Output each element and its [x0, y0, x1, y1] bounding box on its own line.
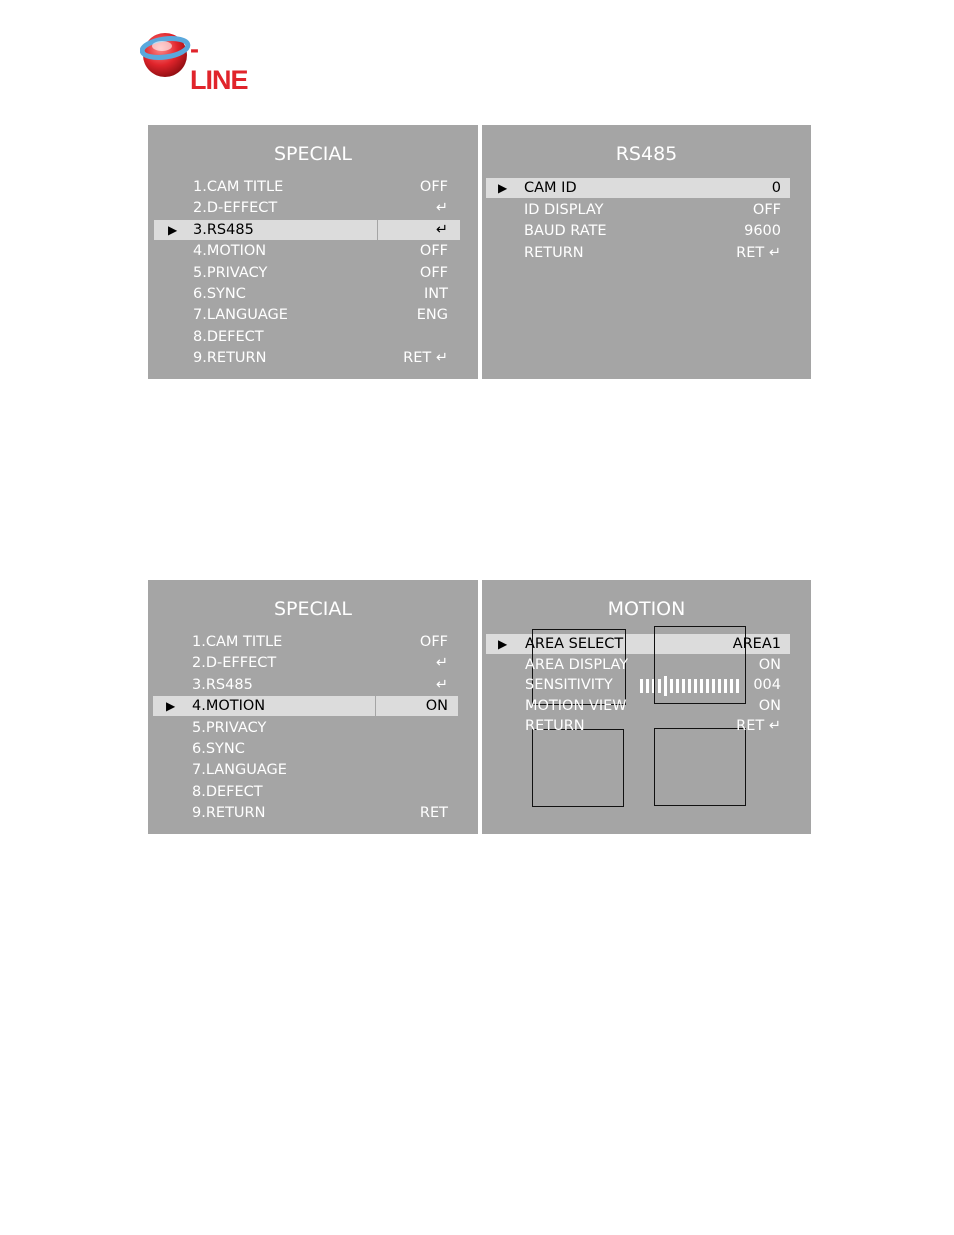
menu-item[interactable]	[148, 198, 478, 218]
menu-item[interactable]	[482, 221, 811, 241]
menu-item-label: 8.DEFECT	[193, 328, 264, 345]
panel-title: RS485	[615, 143, 678, 165]
menu-item-value: INT	[424, 286, 448, 302]
menu-item[interactable]	[148, 284, 478, 304]
motion-menu-panel	[482, 580, 811, 834]
cursor-triangle-icon: ▶	[166, 699, 176, 714]
menu-item-value: ↵	[435, 676, 448, 693]
menu-item-label: CAM ID	[524, 180, 577, 196]
menu-item-label: 3.RS485	[193, 221, 254, 238]
menu-item-label: 1.CAM TITLE	[193, 179, 284, 195]
sensitivity-bar	[646, 679, 649, 693]
rs485-menu-panel	[482, 125, 811, 379]
sensitivity-bar	[640, 679, 643, 693]
menu-item[interactable]	[148, 177, 478, 197]
menu-item[interactable]	[148, 348, 478, 368]
menu-item-value: ↵	[435, 221, 448, 238]
menu-item-label: AREA SELECT	[525, 636, 624, 652]
menu-item-label: SENSITIVITY	[525, 677, 613, 693]
highlight-divider	[375, 696, 376, 716]
menu-item[interactable]	[148, 327, 478, 347]
cursor-triangle-icon: ▶	[168, 222, 178, 237]
menu-item-label: 4.MOTION	[192, 698, 266, 715]
menu-item-value: RET	[419, 805, 448, 822]
menu-item-value: 9600	[744, 223, 781, 240]
special-menu-panel-2	[148, 580, 478, 834]
menu-item-value: RET ↵	[736, 718, 781, 734]
menu-item-value: OFF	[419, 243, 448, 260]
menu-item-label: 7.LANGUAGE	[193, 307, 288, 324]
menu-item-value: AREA1	[732, 636, 781, 652]
menu-item-value: ↵	[435, 655, 448, 672]
panel-title: MOTION	[607, 598, 686, 620]
highlight-divider	[377, 220, 378, 240]
cursor-triangle-icon: ▶	[498, 181, 508, 195]
menu-item-label: 5.PRIVACY	[192, 719, 267, 736]
menu-item[interactable]	[482, 178, 811, 198]
menu-item-label: 6.SYNC	[193, 286, 246, 302]
menu-item-value: ON	[425, 698, 448, 715]
menu-item[interactable]	[482, 655, 811, 675]
menu-item-label: 8.DEFECT	[192, 783, 263, 800]
e-line-logo	[140, 28, 255, 95]
menu-item-label: AREA DISPLAY	[525, 656, 629, 673]
menu-item[interactable]	[482, 243, 811, 263]
menu-item-label: RETURN	[524, 245, 584, 262]
menu-item[interactable]	[148, 760, 478, 780]
menu-item-label: ID DISPLAY	[524, 201, 604, 218]
cursor-triangle-icon: ▶	[498, 637, 508, 651]
menu-item[interactable]	[148, 653, 478, 673]
motion-area-box-4	[654, 728, 746, 806]
menu-item[interactable]	[148, 675, 478, 695]
menu-item-value: 0	[771, 180, 781, 196]
menu-item[interactable]	[482, 200, 811, 220]
motion-area-box-3	[532, 729, 624, 807]
menu-item-value: ON	[758, 697, 781, 714]
panel-title: SPECIAL	[274, 598, 352, 620]
menu-item-label: 9.RETURN	[192, 805, 266, 822]
menu-item[interactable]	[148, 220, 478, 240]
menu-item-value: ↵	[435, 200, 448, 217]
menu-item-value: RET ↵	[403, 350, 448, 367]
menu-item-label: 7.LANGUAGE	[192, 762, 287, 779]
menu-item-label: 5.PRIVACY	[193, 264, 268, 281]
menu-item[interactable]	[148, 718, 478, 738]
menu-item-label: RETURN	[525, 718, 585, 734]
menu-item-value: RET ↵	[736, 245, 781, 262]
menu-item[interactable]	[482, 634, 811, 654]
special-menu-panel-1	[148, 125, 478, 379]
menu-item[interactable]	[148, 305, 478, 325]
menu-item-value: 004	[753, 677, 781, 693]
menu-item-value: OFF	[752, 201, 781, 218]
menu-item[interactable]	[148, 696, 478, 716]
menu-item-value: OFF	[419, 264, 448, 281]
menu-item[interactable]	[148, 632, 478, 652]
menu-item-label: 2.D-EFFECT	[192, 655, 277, 672]
menu-item-label: 1.CAM TITLE	[192, 634, 283, 650]
panel-title: SPECIAL	[274, 143, 352, 165]
menu-item-value: OFF	[419, 179, 448, 195]
menu-item-label: 4.MOTION	[193, 243, 267, 260]
menu-item[interactable]	[148, 241, 478, 261]
menu-item-label: 6.SYNC	[192, 741, 245, 757]
menu-item-value: OFF	[419, 634, 448, 650]
menu-item[interactable]	[148, 739, 478, 759]
menu-item[interactable]	[148, 782, 478, 802]
menu-item-label: MOTION VIEW	[525, 697, 627, 714]
menu-item-value: ON	[758, 656, 781, 673]
menu-item[interactable]	[482, 716, 811, 736]
menu-item[interactable]	[148, 803, 478, 823]
menu-item-label: 9.RETURN	[193, 350, 267, 367]
menu-item-label: 3.RS485	[192, 676, 253, 693]
menu-item[interactable]	[148, 263, 478, 283]
menu-item-label: BAUD RATE	[524, 223, 607, 240]
menu-item-value: ENG	[416, 307, 448, 324]
menu-item[interactable]	[482, 696, 811, 716]
menu-item-label: 2.D-EFFECT	[193, 200, 278, 217]
logo-text: -LINE	[190, 34, 248, 95]
